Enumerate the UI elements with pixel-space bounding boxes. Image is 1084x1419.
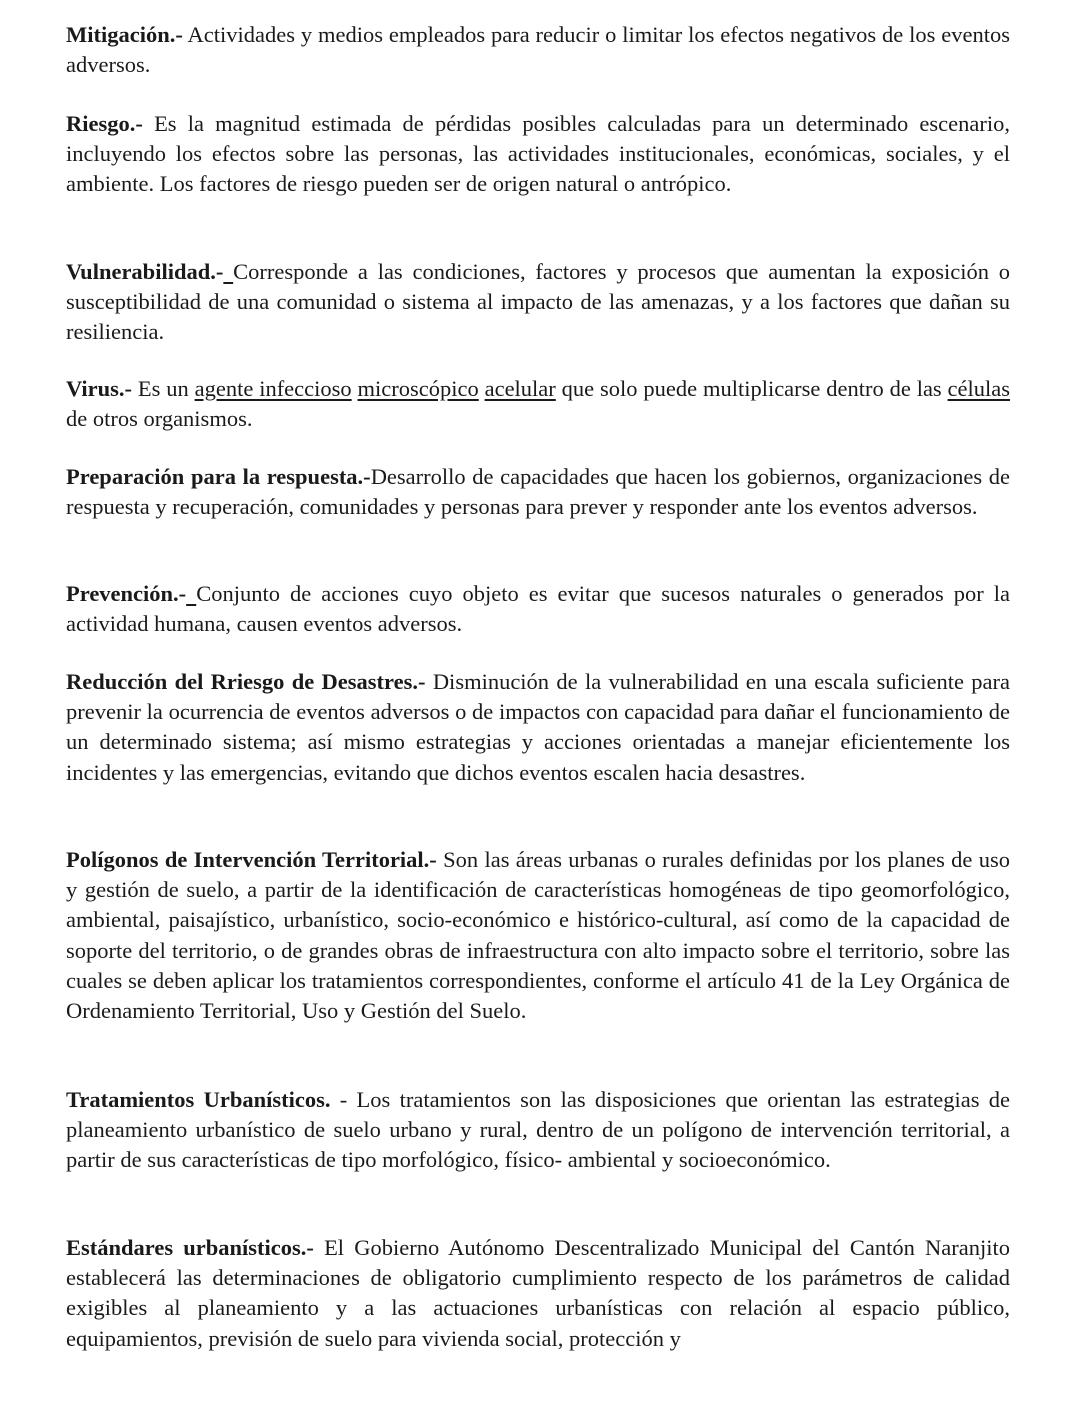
entry-poligonos bbox=[66, 845, 1010, 1026]
term-mitigacion: Mitigación.- bbox=[66, 22, 183, 47]
link-celulas[interactable]: células bbox=[947, 376, 1011, 401]
underlined-gap-prevencion bbox=[186, 581, 196, 606]
entry-preparacion bbox=[66, 462, 1010, 522]
entry-reduccion-riesgo bbox=[66, 667, 1010, 788]
link-microscopico[interactable]: microscópico bbox=[357, 376, 479, 401]
virus-text-1: Es un bbox=[132, 376, 195, 401]
term-reduccion-riesgo: Reducción del Rriesgo de Desastres.- bbox=[66, 669, 426, 694]
term-preparacion: Preparación para la respuesta.- bbox=[66, 464, 371, 489]
virus-text-4: que solo puede multiplicarse dentro de las bbox=[555, 376, 948, 401]
term-vulnerabilidad: Vulnerabilidad.- bbox=[66, 259, 224, 284]
term-tratamientos: Tratamientos Urbanísticos. bbox=[66, 1087, 331, 1112]
entry-tratamientos bbox=[66, 1085, 1010, 1176]
link-acelular[interactable]: acelular bbox=[484, 376, 556, 401]
entry-virus bbox=[66, 374, 1010, 434]
virus-text-5: de otros organismos. bbox=[66, 406, 253, 432]
term-virus: Virus.- bbox=[66, 376, 133, 401]
definition-estandares: El Gobierno Autónomo Descentralizado Municipal del Cantón Naranjito establecerá las determinaciones de obligatorio cumplimiento respecto de los parámetros de calidad exigibles al planeamiento y a las actuaciones urbanísticas con relación al espacio público, equipamientos, previsión de suelo para vivienda social, protección y bbox=[66, 1235, 1010, 1351]
definition-reduccion-riesgo: Disminución de la vulnerabilidad en una escala suficiente para prevenir la ocurrencia de eventos adversos o de impactos con capacidad para dañar el funcionamiento de un determinado sistema; así mismo estrategias y acciones orientadas a manejar eficientemente los incidentes y las emergencias, evitando que dichos eventos escalen hacia desastres. bbox=[66, 669, 1010, 785]
entry-estandares bbox=[66, 1233, 1010, 1354]
term-estandares: Estándares urbanísticos.- bbox=[66, 1235, 314, 1260]
definition-prevencion: Conjunto de acciones cuyo objeto es evitar que sucesos naturales o generados por la actividad humana, causen eventos adversos. bbox=[66, 581, 1011, 637]
underlined-gap-vulnerabilidad bbox=[223, 259, 233, 284]
definition-vulnerabilidad: Corresponde a las condiciones, factores y procesos que aumentan la exposición o susceptibilidad de una comunidad o sistema al impacto de las amenazas, y a los factores que dañan su resiliencia. bbox=[66, 259, 1010, 345]
term-prevencion: Prevención.- bbox=[66, 581, 187, 606]
definition-mitigacion: Actividades y medios empleados para reducir o limitar los efectos negativos de los eventos adversos. bbox=[66, 22, 1010, 78]
definition-poligonos: Son las áreas urbanas o rurales definidas por los planes de uso y gestión de suelo, a partir de la identificación de características homogéneas de tipo geomorfológico, ambiental, paisajístico, urbanístico, socio-económico e histórico-cultural, así como de la capacidad de soporte del territorio, o de grandes obras de infraestructura con alto impacto sobre el territorio, sobre las cuales se deben aplicar los tratamientos correspondientes, conforme el artículo 41 de la Ley Orgánica de Ordenamiento Territorial, Uso y Gestión del Suelo. bbox=[66, 847, 1010, 1024]
definition-riesgo: Es la magnitud estimada de pérdidas posibles calculadas para un determinado escenario, incluyendo los efectos sobre las personas, las actividades institucionales, económicas, sociales, y el ambiente. Los factores de riesgo pueden ser de origen natural o antrópico. bbox=[66, 111, 1010, 197]
definition-tratamientos: - Los tratamientos son las disposiciones que orientan las estrategias de planeamiento urbanístico de suelo urbano y rural, dentro de un polígono de intervención territorial, a partir de sus características de tipo morfológico, físico- ambiental y socioeconómico. bbox=[66, 1087, 1010, 1173]
entry-riesgo bbox=[66, 109, 1010, 200]
entry-prevencion bbox=[66, 579, 1010, 639]
term-riesgo: Riesgo.- bbox=[66, 111, 143, 136]
term-poligonos: Polígonos de Intervención Territorial.- bbox=[66, 847, 437, 872]
definition-preparacion: Desarrollo de capacidades que hacen los gobiernos, organizaciones de respuesta y recuperación, comunidades y personas para prever y responder ante los eventos adversos. bbox=[66, 464, 1010, 520]
entry-vulnerabilidad bbox=[66, 257, 1010, 348]
link-agente-infeccioso[interactable]: agente infeccioso bbox=[194, 376, 352, 401]
entry-mitigacion bbox=[66, 20, 1010, 80]
